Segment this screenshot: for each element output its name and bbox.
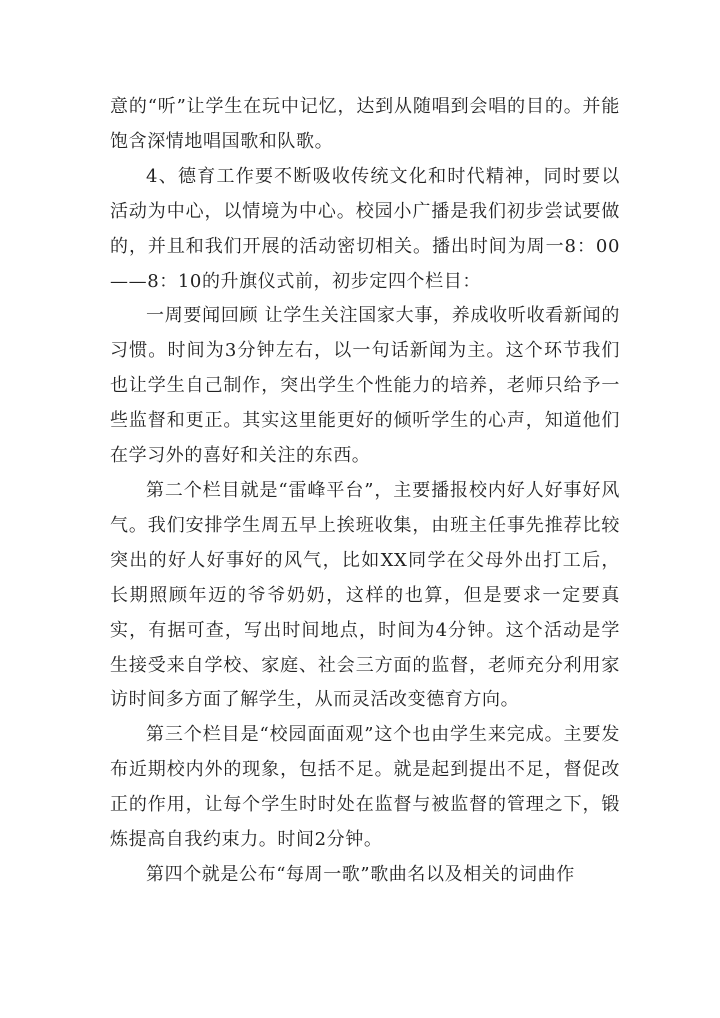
- paragraph-weekly-news: 一周要闻回顾 让学生关注国家大事，养成收听收看新闻的习惯。时间为3分钟左右，以一句话新闻为主。这个环节我们也让学生自己制作，突出学生个性能力的培养，老师只给予一些监督和更正。其实这里能更好的倾听学生的心声，知道他们在学习外的喜好和关注的东西。: [110, 305, 620, 467]
- paragraph-leifeng-platform: 第二个栏目就是“雷峰平台”，主要播报校内好人好事好风气。我们安排学生周五早上挨班收集，由班主任事先推荐比较突出的好人好事好的风气，比如XX同学在父母外出打工后，长期照顾年迈的爷爷奶奶，这样的也算，但是要求一定要真实，有据可查，写出时间地点，时间为4分钟。这个活动是学生接受来自学校、家庭、社会三方面的监督，老师充分利用家访时间多方面了解学生，从而灵活改变德育方向。: [110, 479, 620, 711]
- paragraph-weekly-song: 第四个就是公布“每周一歌”歌曲名以及相关的词曲作: [146, 863, 575, 885]
- paragraph-campus-view: 第三个栏目是“校园面面观”这个也由学生来完成。主要发布近期校内外的现象，包括不足。就是起到提出不足，督促改正的作用，让每个学生时时处在监督与被监督的管理之下，锻炼提高自我约束力。时间2分钟。: [110, 724, 620, 851]
- paragraph-moral-education: 4、德育工作要不断吸收传统文化和时代精神，同时要以活动为中心，以情境为中心。校园小广播是我们初步尝试要做的，并且和我们开展的活动密切相关。播出时间为周一8：00——8：10的升旗仪式前，初步定四个栏目：: [110, 165, 620, 292]
- document-body: [110, 90, 620, 893]
- paragraph-continuation: 意的“听”让学生在玩中记忆，达到从随唱到会唱的目的。并能饱含深情地唱国歌和队歌。: [110, 96, 620, 152]
